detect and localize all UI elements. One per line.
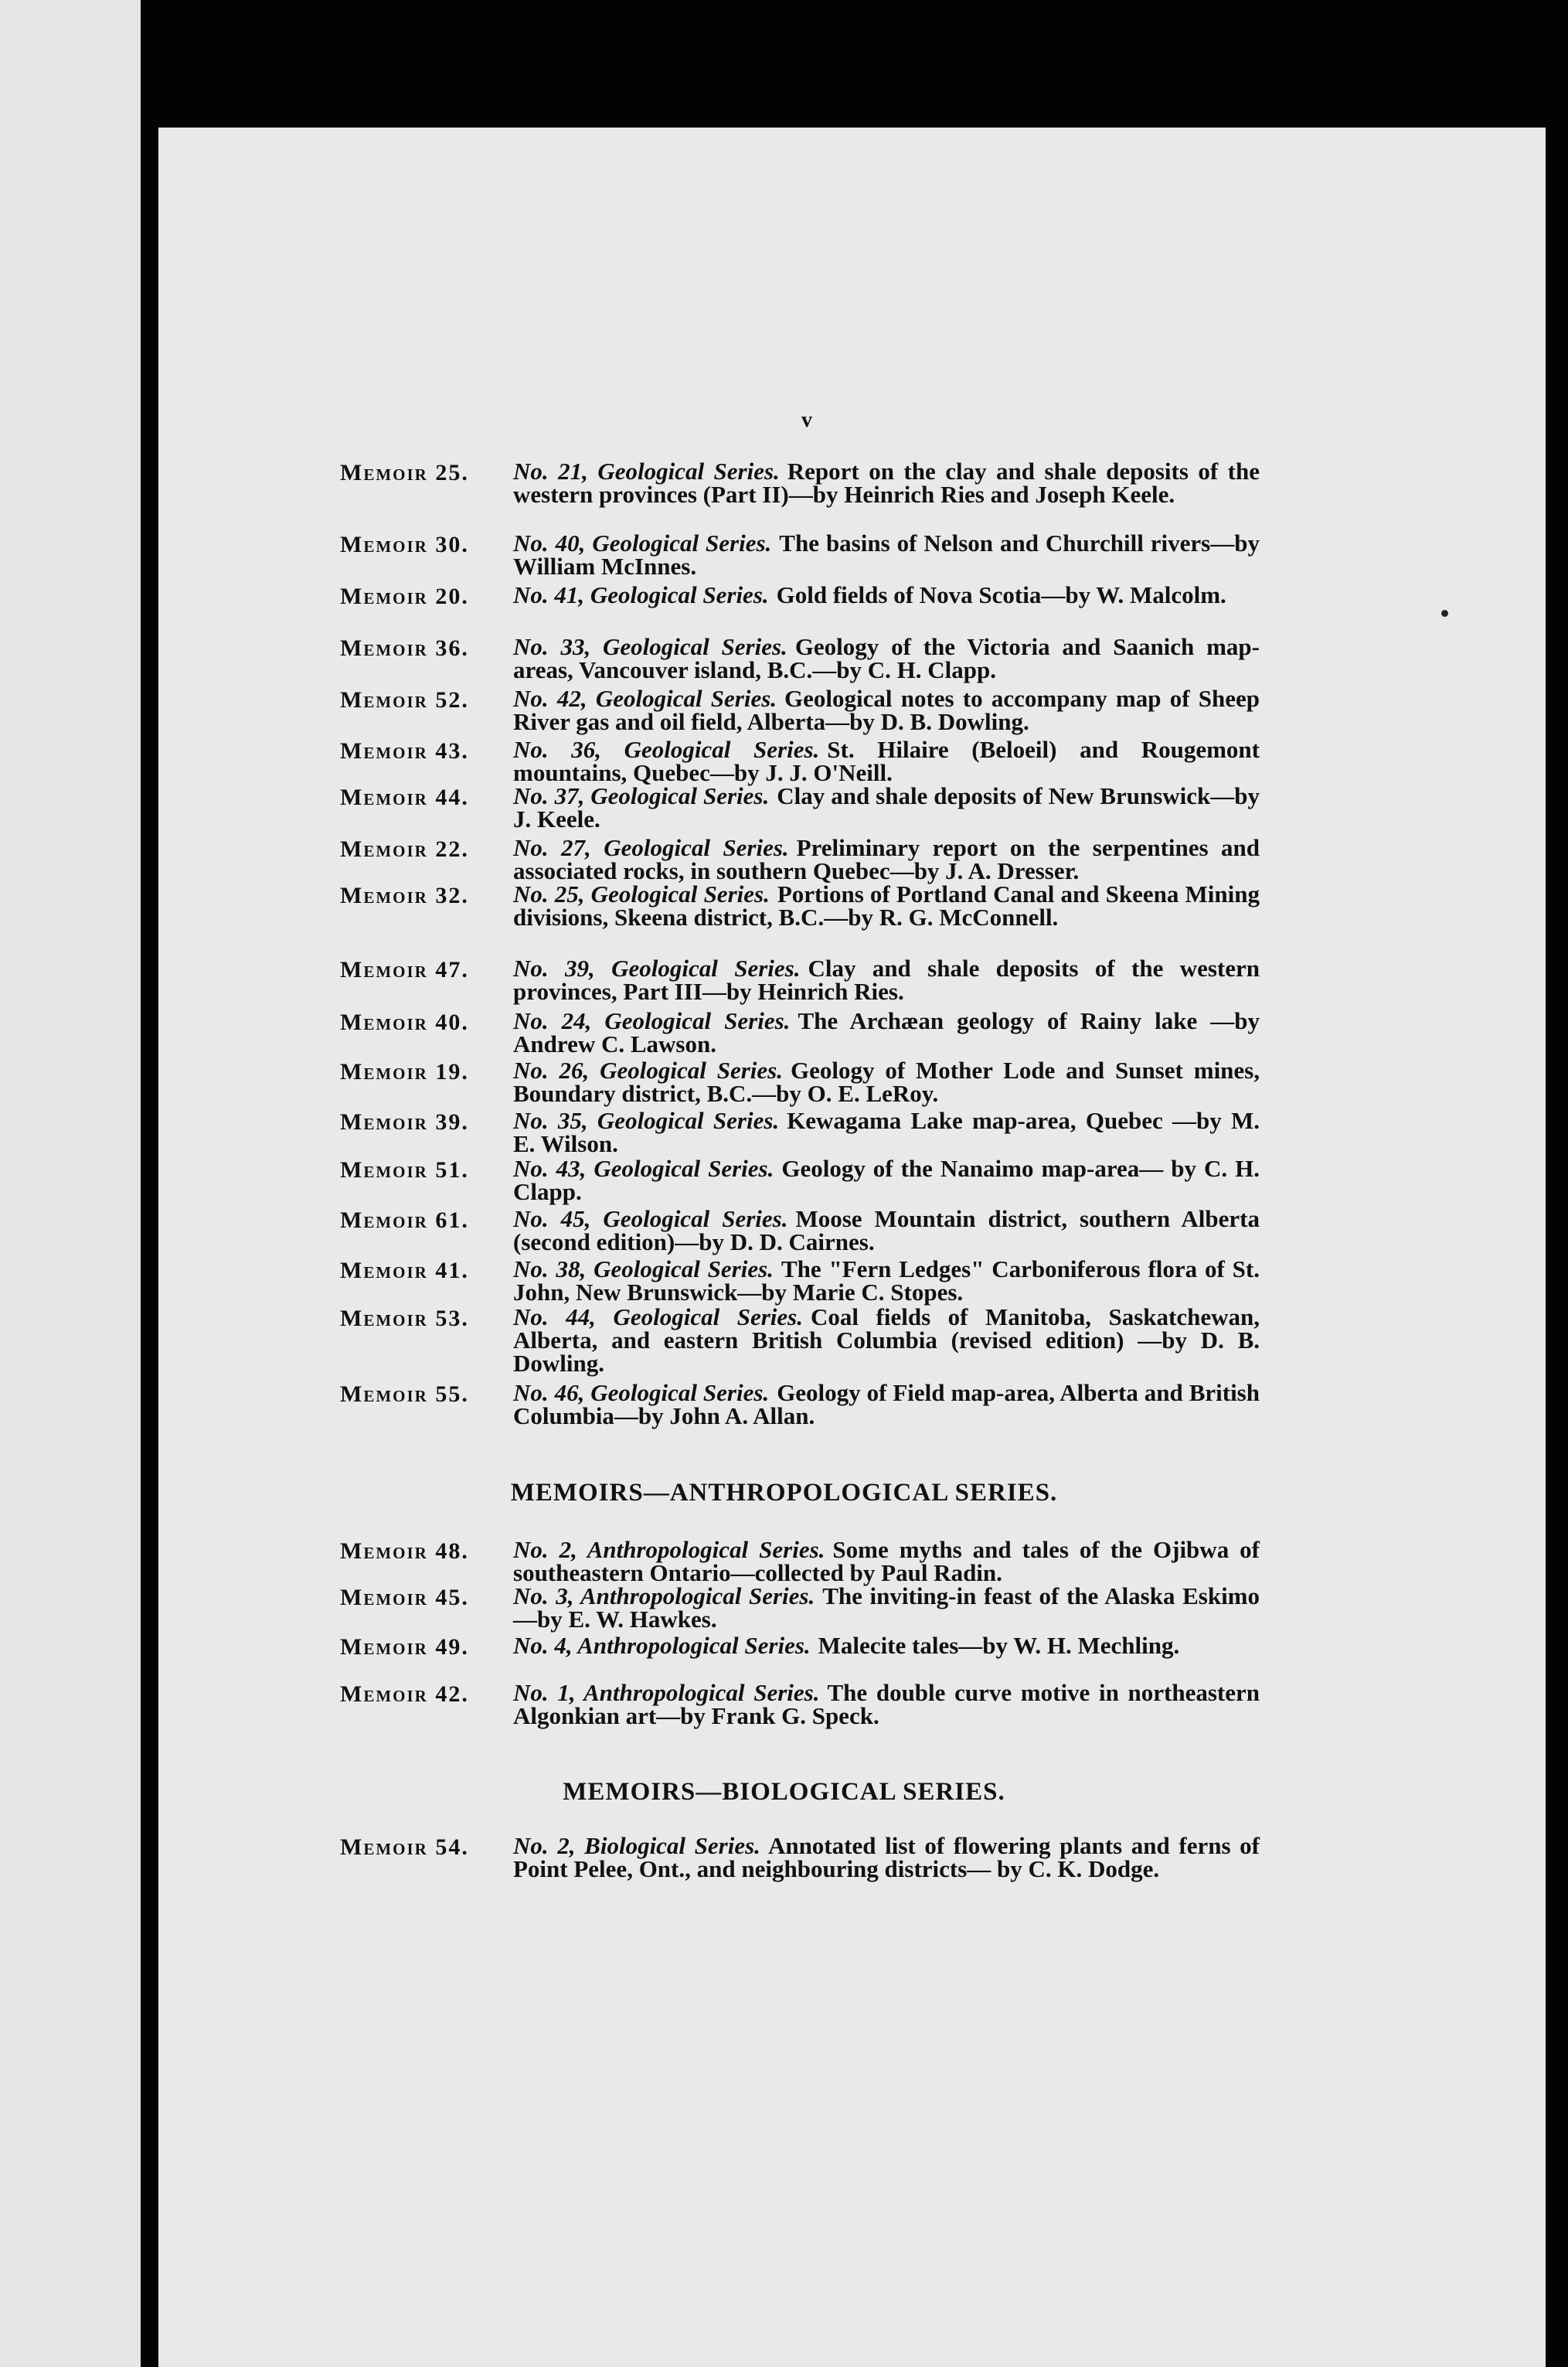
entry-description — [513, 836, 1260, 883]
series-number: No. 38, Geological Series. — [513, 1255, 774, 1282]
series-number: No. 33, Geological Series. — [513, 633, 787, 660]
entry-title: Portions of Portland Canal and Skeena Mining divisions, Skeena district, B.C.—by R. G. McConnell. — [513, 880, 1260, 931]
entry-title: Report on the clay and shale deposits of the western provinces (Part II)—by Heinrich Ries and Joseph Keele. — [513, 458, 1260, 508]
entry-description — [513, 1059, 1260, 1105]
entry-title: The basins of Nelson and Churchill rivers—by William McInnes. — [513, 530, 1260, 580]
series-number: No. 4, Anthropological Series. — [513, 1632, 811, 1659]
memoir-number: Memoir 19. — [340, 1059, 469, 1085]
memoir-number: Memoir 20. — [340, 584, 469, 609]
page-number: v — [801, 408, 812, 432]
memoir-number: Memoir 44. — [340, 785, 469, 810]
entry-title: Coal fields of Manitoba, Saskatchewan, Alberta, and eastern British Columbia (revised edition) —by D. B. Dowling. — [513, 1303, 1260, 1377]
entry-title: Clay and shale deposits of New Brunswick—by J. Keele. — [513, 782, 1260, 833]
series-number: No. 41, Geological Series. — [513, 581, 769, 608]
memoir-number: Memoir 32. — [340, 883, 469, 908]
entry-title: The inviting-in feast of the Alaska Eskimo—by E. W. Hawkes. — [513, 1582, 1260, 1633]
memoir-number: Memoir 52. — [340, 687, 469, 713]
entry-description — [513, 738, 1260, 785]
entry-description — [513, 1207, 1260, 1254]
series-number: No. 2, Biological Series. — [513, 1832, 760, 1859]
entry-title: Malecite tales—by W. H. Mechling. — [818, 1632, 1180, 1659]
memoir-number: Memoir 22. — [340, 836, 469, 862]
entry-title: The "Fern Ledges" Carboniferous flora of St. John, New Brunswick—by Marie C. Stopes. — [513, 1255, 1260, 1306]
entry-title: Geology of Field map-area, Alberta and British Columbia—by John A. Allan. — [513, 1379, 1260, 1429]
series-number: No. 3, Anthropological Series. — [513, 1582, 815, 1609]
series-number: No. 40, Geological Series. — [513, 530, 772, 557]
memoir-number: Memoir 43. — [340, 738, 469, 764]
facing-page-edge — [0, 0, 141, 2367]
entry-description — [513, 782, 1260, 833]
memoir-number: Memoir 42. — [340, 1681, 469, 1707]
entry-description — [513, 687, 1260, 734]
series-number: No. 2, Anthropological Series. — [513, 1536, 825, 1563]
anthropological-heading: MEMOIRS—ANTHROPOLOGICAL SERIES. — [510, 1479, 1058, 1507]
series-number: No. 35, Geological Series. — [513, 1107, 780, 1134]
entry-description — [513, 581, 1260, 608]
series-number: No. 46, Geological Series. — [513, 1379, 770, 1406]
series-number: No. 37, Geological Series. — [513, 782, 770, 809]
entry-title: Some myths and tales of the Ojibwa of southeastern Ontario—collected by Paul Radin. — [513, 1536, 1260, 1586]
entry-title: Preliminary report on the serpentines and associated rocks, in southern Quebec—by J. A. Dresser. — [513, 834, 1260, 884]
memoir-number: Memoir 25. — [340, 460, 469, 485]
series-number: No. 43, Geological Series. — [513, 1155, 774, 1182]
entry-description — [513, 1634, 1260, 1657]
entry-description — [513, 460, 1260, 506]
series-number: No. 44, Geological Series. — [513, 1303, 803, 1330]
entry-title: Geology of the Nanaimo map-area— by C. H. Clapp. — [513, 1155, 1260, 1205]
entry-description — [513, 1303, 1260, 1377]
memoir-number: Memoir 48. — [340, 1538, 469, 1564]
entry-description — [513, 1007, 1260, 1057]
series-number: No. 26, Geological Series. — [513, 1057, 783, 1084]
series-number: No. 45, Geological Series. — [513, 1205, 788, 1232]
entry-description — [513, 1538, 1260, 1585]
memoir-number: Memoir 41. — [340, 1258, 469, 1283]
entry-title: Geology of the Victoria and Saanich map-areas, Vancouver island, B.C.—by C. H. Clapp. — [513, 633, 1260, 683]
entry-description — [513, 635, 1260, 682]
entry-title: Moose Mountain district, southern Alberta (second edition)—by D. D. Cairnes. — [513, 1205, 1260, 1255]
series-number: No. 1, Anthropological Series. — [513, 1679, 820, 1706]
memoir-number: Memoir 30. — [340, 532, 469, 557]
series-number: No. 42, Geological Series. — [513, 685, 777, 712]
entry-description — [513, 957, 1260, 1003]
memoir-number: Memoir 45. — [340, 1585, 469, 1610]
biological-heading: MEMOIRS—BIOLOGICAL SERIES. — [563, 1778, 1005, 1806]
entry-description — [513, 880, 1260, 931]
entry-description — [513, 1381, 1260, 1428]
memoir-number: Memoir 54. — [340, 1834, 469, 1860]
speck-mark — [1441, 610, 1448, 617]
memoir-number: Memoir 53. — [340, 1306, 469, 1331]
entry-title: The Archæan geology of Rainy lake —by Andrew C. Lawson. — [513, 1007, 1260, 1057]
entry-description — [513, 1681, 1260, 1728]
series-number: No. 27, Geological Series. — [513, 834, 789, 861]
series-number: No. 21, Geological Series. — [513, 458, 780, 485]
entry-title: The double curve motive in northeastern Algonkian art—by Frank G. Speck. — [513, 1679, 1260, 1729]
memoir-number: Memoir 51. — [340, 1157, 469, 1183]
entry-title: St. Hilaire (Beloeil) and Rougemont mountains, Quebec—by J. J. O'Neill. — [513, 736, 1260, 786]
memoir-number: Memoir 36. — [340, 635, 469, 661]
series-number: No. 36, Geological Series. — [513, 736, 820, 763]
memoir-number: Memoir 40. — [340, 1010, 469, 1035]
memoir-number: Memoir 61. — [340, 1207, 469, 1233]
entry-description — [513, 1157, 1260, 1204]
entry-title: Kewagama Lake map-area, Quebec —by M. E. Wilson. — [513, 1107, 1260, 1157]
memoir-number: Memoir 39. — [340, 1109, 469, 1135]
entry-title: Clay and shale deposits of the western provinces, Part III—by Heinrich Ries. — [513, 955, 1260, 1005]
memoir-number: Memoir 47. — [340, 957, 469, 983]
entry-title: Geological notes to accompany map of Sheep River gas and oil field, Alberta—by D. B. Dowling. — [513, 685, 1260, 735]
entry-description — [513, 1582, 1260, 1633]
series-number: No. 24, Geological Series. — [513, 1007, 791, 1034]
entry-title: Geology of Mother Lode and Sunset mines, Boundary district, B.C.—by O. E. LeRoy. — [513, 1057, 1260, 1107]
memoir-number: Memoir 49. — [340, 1634, 469, 1660]
series-number: No. 39, Geological Series. — [513, 955, 801, 982]
entry-description — [513, 1834, 1260, 1881]
entry-description — [513, 1255, 1260, 1306]
entry-title: Gold fields of Nova Scotia—by W. Malcolm. — [776, 581, 1226, 608]
entry-description — [513, 532, 1260, 578]
series-number: No. 25, Geological Series. — [513, 880, 770, 908]
entry-description — [513, 1109, 1260, 1156]
memoir-number: Memoir 55. — [340, 1381, 469, 1407]
entry-title: Annotated list of flowering plants and ferns of Point Pelee, Ont., and neighbouring districts— by C. K. Dodge. — [513, 1832, 1260, 1882]
